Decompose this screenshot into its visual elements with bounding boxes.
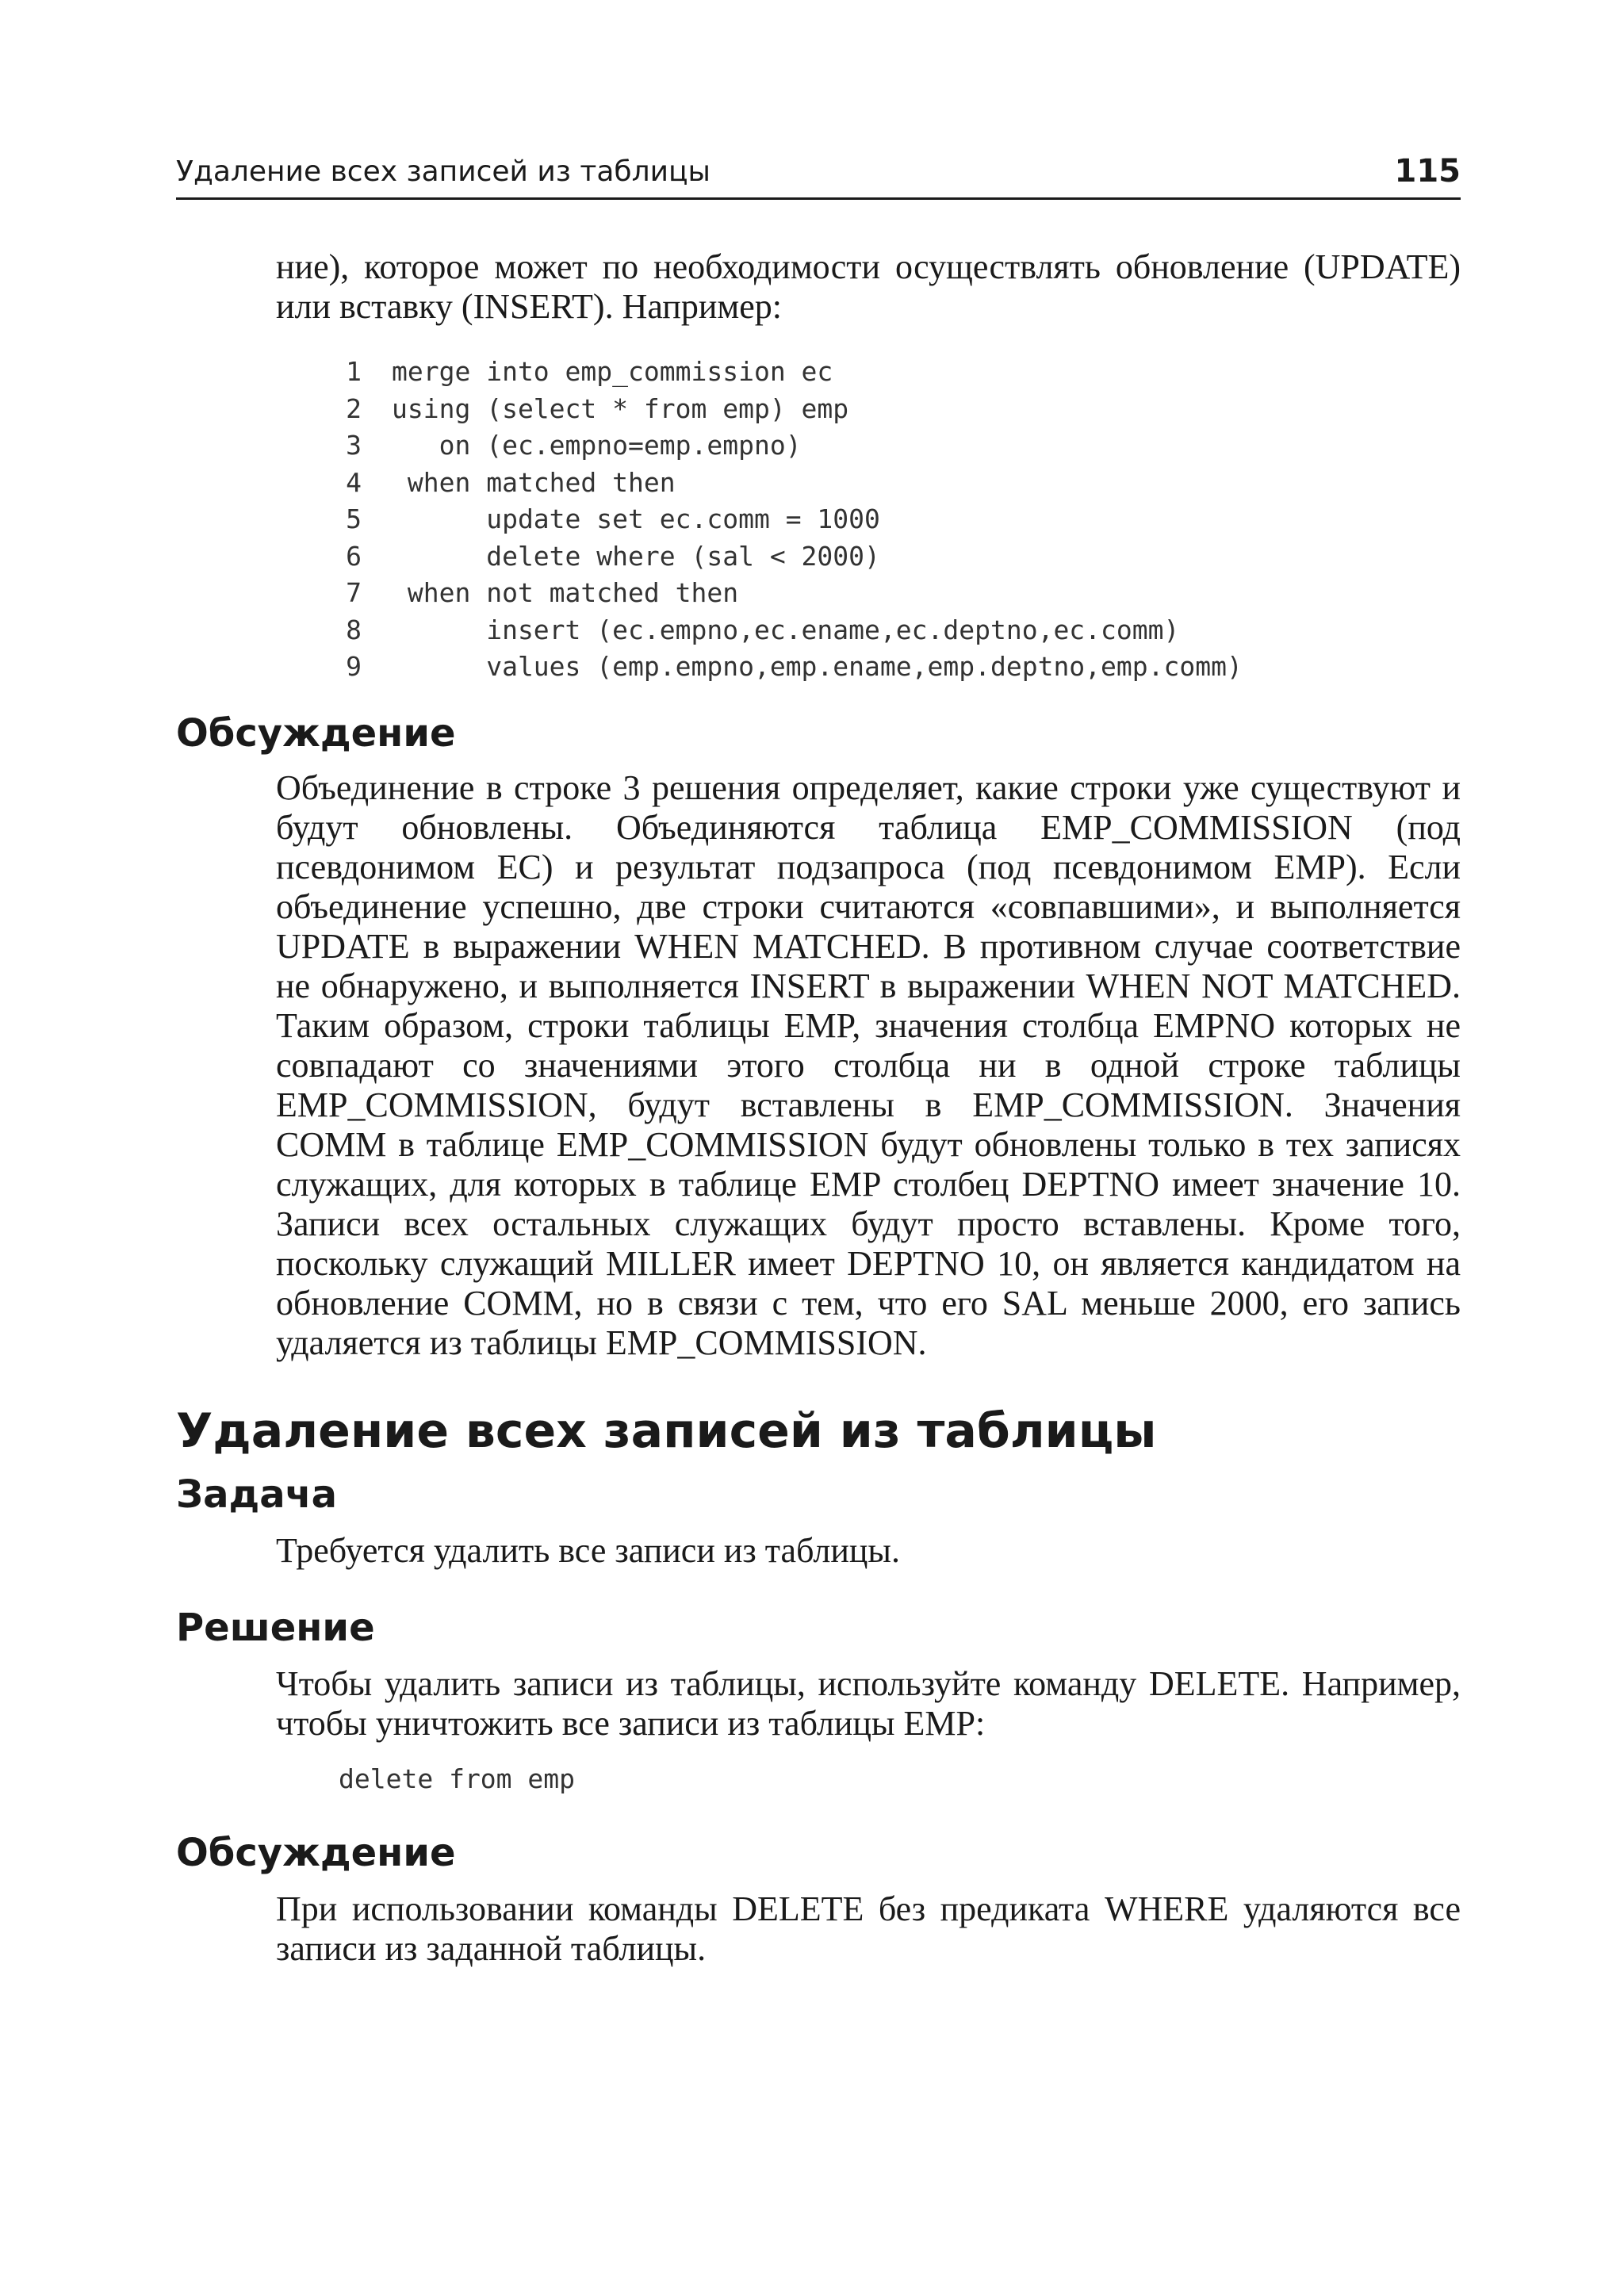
task-heading: Задача [176, 1472, 337, 1517]
code-line [317, 427, 1461, 465]
code-line-text: when not matched then [392, 577, 739, 608]
code-line [317, 465, 1461, 502]
discussion-paragraph-2: При использовании команды DELETE без предиката WHERE удаляются все записи из заданной таблицы. [276, 1889, 1461, 1968]
code-line-text: when matched then [392, 466, 676, 498]
code-line-text: insert (ec.empno,ec.ename,ec.deptno,ec.comm) [392, 614, 1180, 645]
page-number: 115 [1394, 153, 1461, 189]
code-line-number: 6 [346, 540, 362, 572]
discussion-heading-2: Обсуждение [176, 1830, 456, 1875]
solution-paragraph: Чтобы удалить записи из таблицы, используйте команду DELETE. Например, чтобы уничтожить все записи из таблицы EMP: [276, 1663, 1461, 1743]
code-line-text: using (select * from emp) emp [392, 392, 849, 424]
code-line [317, 354, 1461, 391]
discussion-heading: Обсуждение [176, 710, 456, 756]
discussion-paragraph: Объединение в строке 3 решения определяет, какие строки уже существуют и будут обновлены. Объединяются таблица EMP_COMMISSION (под псевдонимом EC) и результат подзапроса (под псевдонимом EMP). Если объединение успешно, две строки считаются «совпавшими», и выполняется UPDATE в выражении WHEN MATCHED. В противном случае соответствие не обнаружено, и выполняется INSERT в выражении WHEN NOT MATCHED. Таким образом, строки таблицы EMP, значения столбца EMPNO которых не совпадают со значениями этого столбца ни в одной строке таблицы EMP_COMMISSION, будут вставлены в EMP_COMMISSION. Значения COMM в таблице EMP_COMMISSION будут обновлены только в тех записях служащих, для которых в таблице EMP столбец DEPTNO имеет значение 10. Записи всех остальных служащих будут просто вставлены. Кроме того, поскольку служащий MILLER имеет DEPTNO 10, он является кандидатом на обновление COMM, но в связи с тем, что его SAL меньше 2000, его запись удаляется из таблицы EMP_COMMISSION. [276, 768, 1461, 1362]
code-line-number: 8 [346, 614, 362, 645]
task-paragraph: Требуется удалить все записи из таблицы. [276, 1530, 900, 1570]
code-line-number: 9 [346, 651, 362, 682]
code-line-number: 7 [346, 577, 362, 608]
merge-code-block [317, 354, 1461, 686]
code-line [317, 612, 1461, 649]
code-line-number: 5 [346, 503, 362, 534]
code-line-text: delete where (sal < 2000) [392, 540, 880, 572]
section-title: Удаление всех записей из таблицы [176, 1403, 1157, 1459]
code-line-text: values (emp.empno,emp.ename,emp.deptno,emp.comm) [392, 651, 1243, 682]
code-line-number: 2 [346, 392, 362, 424]
code-line-text: merge into emp_commission ec [392, 356, 833, 387]
code-line [317, 649, 1461, 686]
delete-code: delete from emp [339, 1763, 576, 1794]
code-line [317, 575, 1461, 612]
solution-heading: Решение [176, 1605, 375, 1650]
code-line-number: 1 [346, 356, 362, 387]
code-line-number: 4 [346, 466, 362, 498]
code-line [317, 501, 1461, 538]
running-title: Удаление всех записей из таблицы [176, 155, 710, 188]
running-header [176, 147, 1461, 200]
code-line-number: 3 [346, 430, 362, 461]
code-line-text: on (ec.empno=emp.empno) [392, 430, 802, 461]
code-line [317, 538, 1461, 576]
page-content [176, 247, 1461, 1969]
code-line [317, 391, 1461, 428]
intro-paragraph: ние), которое может по необходимости осуществлять обновление (UPDATE) или вставку (INSERT). Например: [276, 247, 1461, 326]
code-line-text: update set ec.comm = 1000 [392, 503, 880, 534]
